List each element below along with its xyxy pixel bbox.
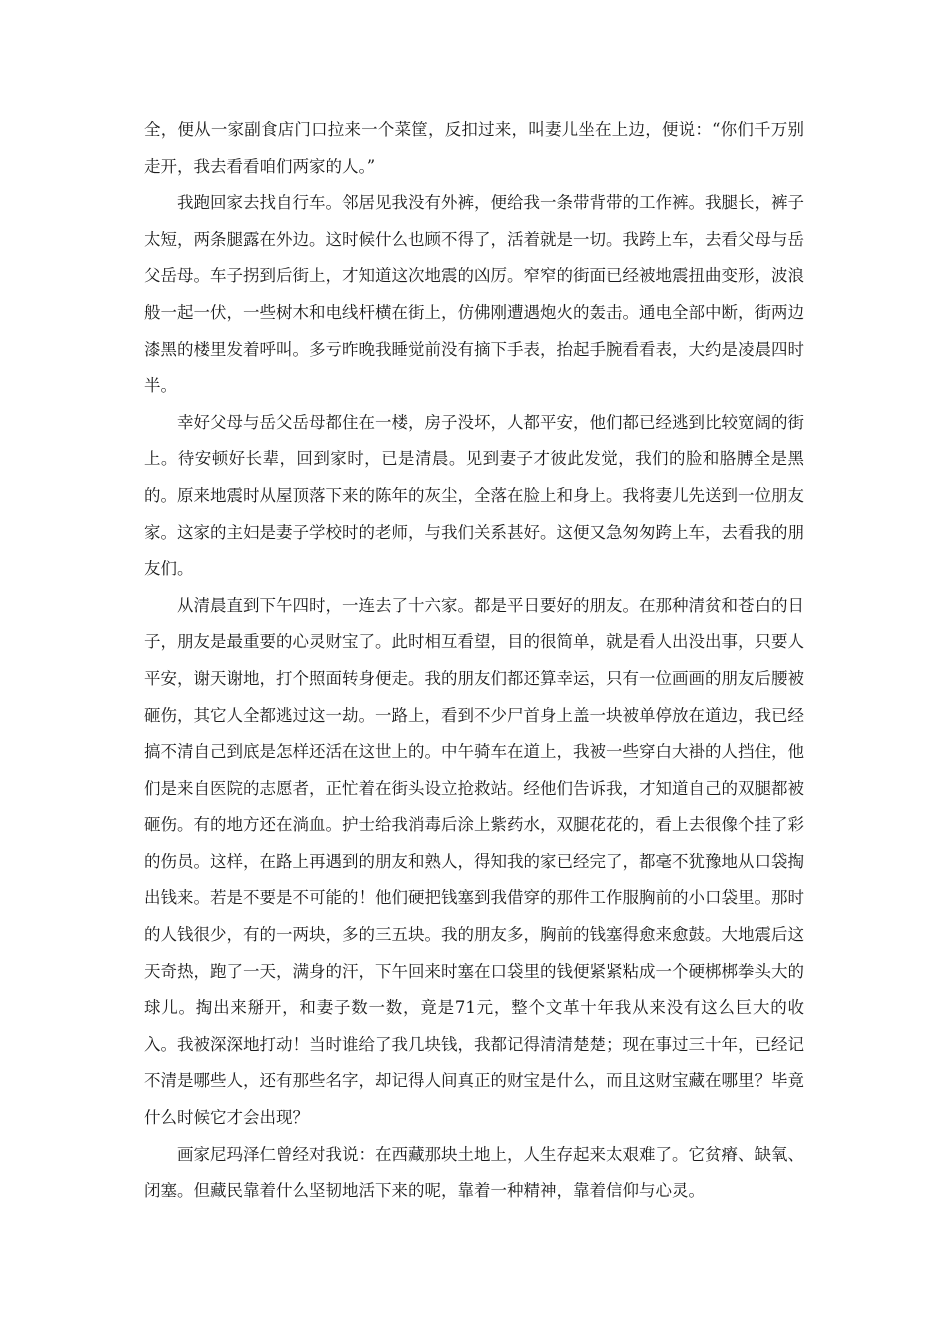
paragraph-parents-safe: 幸好父母与岳父岳母都住在一楼，房子没坏，人都平安，他们都已经逃到比较宽阔的街上。待安顿好长辈，回到家时，已是清晨。见到妻子才彼此发觉，我们的脸和胳膊全是黑的。原来地震时从屋顶落下来的陈年的灰尘，全落在脸上和身上。我将妻儿先送到一位朋友家。这家的主妇是妻子学校时的老师，与我们关系甚好。这便又急匆匆跨上车，去看我的朋友们。 — [144, 412, 804, 579]
paragraph-continued: 全，便从一家副食店门口拉来一个菜筐，反扣过来，叫妻儿坐在上边，便说：“你们千万别走开，我去看看咱们两家的人。” — [144, 120, 804, 176]
paragraph-visiting-friends: 从清晨直到下午四时，一连去了十六家。都是平日要好的朋友。在那种清贫和苍白的日子，朋友是最重要的心灵财宝了。此时相互看望，目的很简单，就是看人出没出事，只要人平安，谢天谢地，打个照面转身便走。我的朋友们都还算幸运，只有一位画画的朋友后腰被砸伤，其它人全都逃过这一劫。一路上，看到不少尸首身上盖一块被单停放在道边，我已经搞不清自己到底是怎样还活在这世上的。中午骑车在道上，我被一些穿白大褂的人挡住，他们是来自医院的志愿者，正忙着在街头设立抢救站。经他们告诉我，才知道自己的双腿都被砸伤。有的地方还在淌血。护士给我消毒后涂上紫药水，双腿花花的，看上去很像个挂了彩的伤员。这样，在路上再遇到的朋友和熟人，得知我的家已经完了，都毫不犹豫地从口袋掏出钱来。若是不要是不可能的！他们硬把钱塞到我借穿的那件工作服胸前的小口袋里。那时的人钱很少，有的一两块，多的三五块。我的朋友多，胸前的钱塞得愈来愈鼓。大地震后这天奇热，跑了一天，满身的汗，下午回来时塞在口袋里的钱便紧紧粘成一个硬梆梆拳头大的球儿。掏出来掰开，和妻子数一数，竟是71元，整个文革十年我从来没有这么巨大的收入。我被深深地打动！当时谁给了我几块钱，我都记得清清楚楚；现在事过三十年，已经记不清是哪些人，还有那些名字，却记得人间真正的财宝是什么，而且这财宝藏在哪里？毕竟什么时候它才会出现？ — [144, 595, 804, 1128]
document-page — [144, 112, 804, 1210]
paragraph-tibet-remark: 画家尼玛泽仁曾经对我说：在西藏那块土地上，人生存起来太艰难了。它贫瘠、缺氧、闭塞。但藏民靠着什么坚韧地活下来的呢，靠着一种精神，靠着信仰与心灵。 — [144, 1144, 804, 1201]
paragraph-bicycle-ride: 我跑回家去找自行车。邻居见我没有外裤，便给我一条带背带的工作裤。我腿长，裤子太短，两条腿露在外边。这时候什么也顾不得了，活着就是一切。我跨上车，去看父母与岳父岳母。车子拐到后街上，才知道这次地震的凶厉。窄窄的街面已经被地震扭曲变形，波浪般一起一伏，一些树木和电线杆横在街上，仿佛刚遭遇炮火的轰击。通电全部中断，街两边漆黑的楼里发着呼叫。多亏昨晚我睡觉前没有摘下手表，抬起手腕看看表，大约是凌晨四时半。 — [144, 193, 804, 396]
